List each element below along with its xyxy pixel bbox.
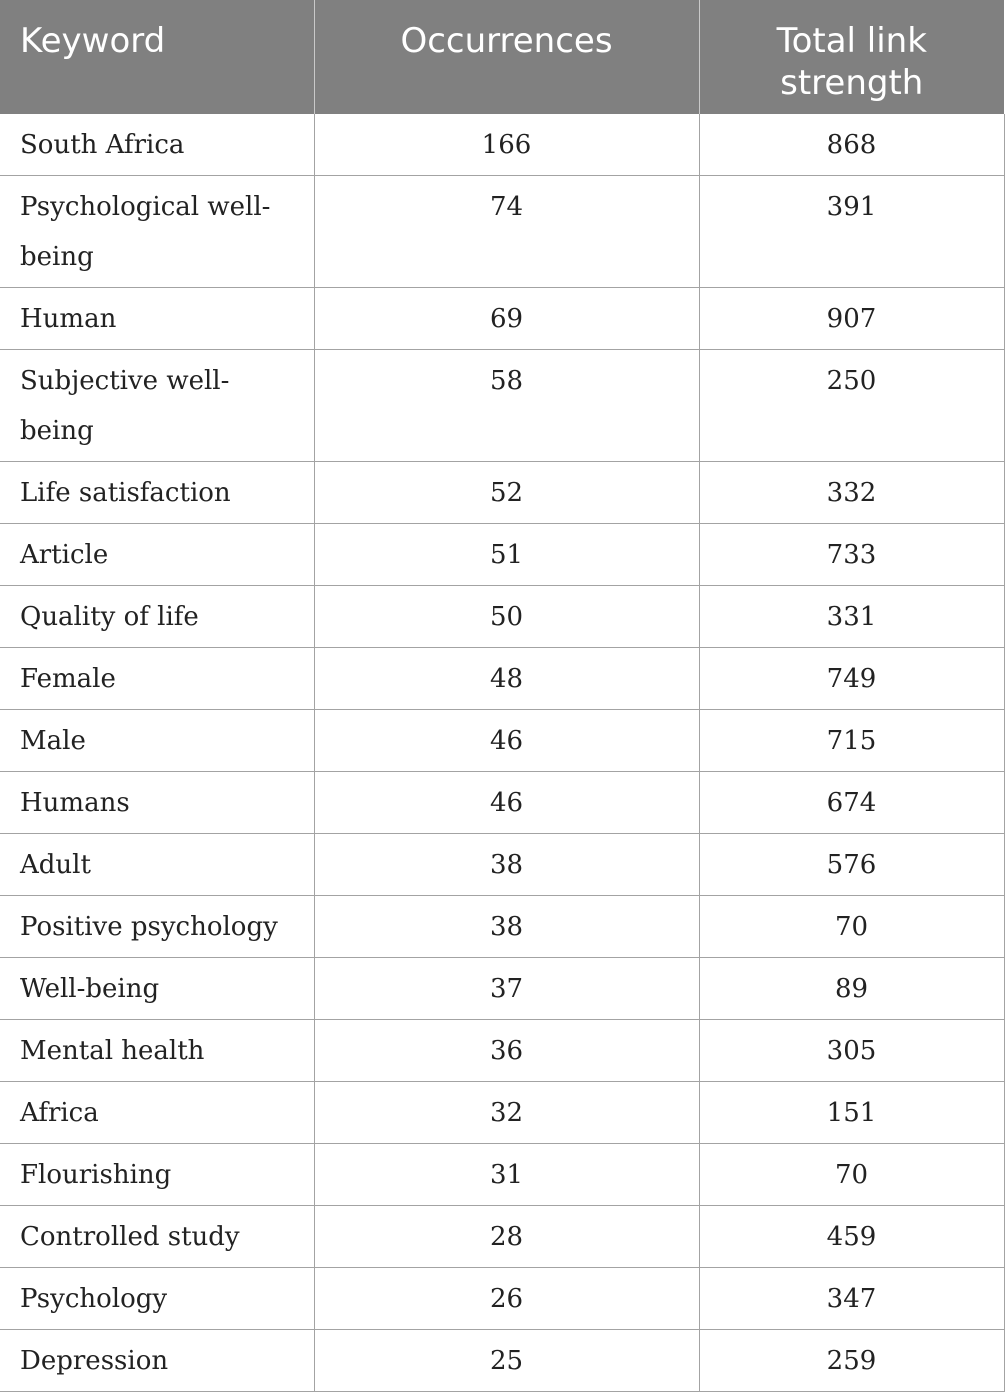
cell-occurrences: 38 [314, 834, 699, 896]
header-total-link-strength [699, 0, 1004, 114]
cell-total-link-strength: 305 [699, 1020, 1004, 1082]
cell-keyword: Male [0, 710, 314, 772]
cell-keyword: Flourishing [0, 1144, 314, 1206]
header-occurrences [314, 0, 699, 114]
cell-occurrences: 166 [314, 114, 699, 176]
cell-occurrences: 28 [314, 1206, 699, 1268]
cell-occurrences: 26 [314, 1268, 699, 1330]
cell-keyword: Subjective well-being [0, 350, 314, 462]
header-keyword-label: Keyword [20, 21, 166, 61]
table-row [0, 772, 1004, 834]
table-row [0, 834, 1004, 896]
cell-total-link-strength: 391 [699, 176, 1004, 288]
cell-keyword: South Africa [0, 114, 314, 176]
cell-occurrences: 46 [314, 772, 699, 834]
table-row [0, 288, 1004, 350]
cell-keyword: Life satisfaction [0, 462, 314, 524]
cell-occurrences: 51 [314, 524, 699, 586]
cell-total-link-strength: 70 [699, 1144, 1004, 1206]
table-row [0, 586, 1004, 648]
table-row [0, 524, 1004, 586]
table-body [0, 114, 1004, 1392]
cell-total-link-strength: 89 [699, 958, 1004, 1020]
table-row [0, 114, 1004, 176]
table-row [0, 1082, 1004, 1144]
cell-occurrences: 58 [314, 350, 699, 462]
cell-keyword: Article [0, 524, 314, 586]
table-row [0, 176, 1004, 288]
cell-occurrences: 50 [314, 586, 699, 648]
cell-occurrences: 69 [314, 288, 699, 350]
cell-total-link-strength: 576 [699, 834, 1004, 896]
cell-total-link-strength: 151 [699, 1082, 1004, 1144]
cell-total-link-strength: 459 [699, 1206, 1004, 1268]
table-row [0, 350, 1004, 462]
cell-occurrences: 74 [314, 176, 699, 288]
cell-keyword: Well-being [0, 958, 314, 1020]
cell-total-link-strength: 70 [699, 896, 1004, 958]
cell-occurrences: 37 [314, 958, 699, 1020]
cell-total-link-strength: 749 [699, 648, 1004, 710]
cell-total-link-strength: 259 [699, 1330, 1004, 1392]
cell-keyword: Human [0, 288, 314, 350]
table-row [0, 462, 1004, 524]
table-row [0, 958, 1004, 1020]
cell-occurrences: 31 [314, 1144, 699, 1206]
cell-total-link-strength: 674 [699, 772, 1004, 834]
cell-total-link-strength: 907 [699, 288, 1004, 350]
cell-keyword: Controlled study [0, 1206, 314, 1268]
cell-keyword: Humans [0, 772, 314, 834]
cell-occurrences: 25 [314, 1330, 699, 1392]
cell-keyword: Quality of life [0, 586, 314, 648]
table-row [0, 1268, 1004, 1330]
cell-keyword: Depression [0, 1330, 314, 1392]
cell-keyword: Africa [0, 1082, 314, 1144]
cell-total-link-strength: 733 [699, 524, 1004, 586]
header-keyword [0, 0, 314, 114]
cell-keyword: Female [0, 648, 314, 710]
table-row [0, 1330, 1004, 1392]
header-row [0, 0, 1004, 114]
cell-keyword: Adult [0, 834, 314, 896]
table-header [0, 0, 1004, 114]
table-row [0, 1020, 1004, 1082]
header-occurrences-label: Occurrences [400, 21, 613, 61]
table-row [0, 1144, 1004, 1206]
cell-occurrences: 48 [314, 648, 699, 710]
table-row [0, 1206, 1004, 1268]
cell-occurrences: 32 [314, 1082, 699, 1144]
header-total-link-strength-label: Total link strength [776, 21, 927, 103]
table-row [0, 896, 1004, 958]
cell-keyword: Mental health [0, 1020, 314, 1082]
cell-keyword: Psychological well-being [0, 176, 314, 288]
cell-total-link-strength: 868 [699, 114, 1004, 176]
cell-keyword: Psychology [0, 1268, 314, 1330]
cell-total-link-strength: 715 [699, 710, 1004, 772]
cell-occurrences: 38 [314, 896, 699, 958]
cell-occurrences: 36 [314, 1020, 699, 1082]
cell-keyword: Positive psychology [0, 896, 314, 958]
cell-occurrences: 46 [314, 710, 699, 772]
table-row [0, 710, 1004, 772]
table-row [0, 648, 1004, 710]
cell-total-link-strength: 331 [699, 586, 1004, 648]
cell-total-link-strength: 332 [699, 462, 1004, 524]
cell-total-link-strength: 250 [699, 350, 1004, 462]
cell-occurrences: 52 [314, 462, 699, 524]
cell-total-link-strength: 347 [699, 1268, 1004, 1330]
